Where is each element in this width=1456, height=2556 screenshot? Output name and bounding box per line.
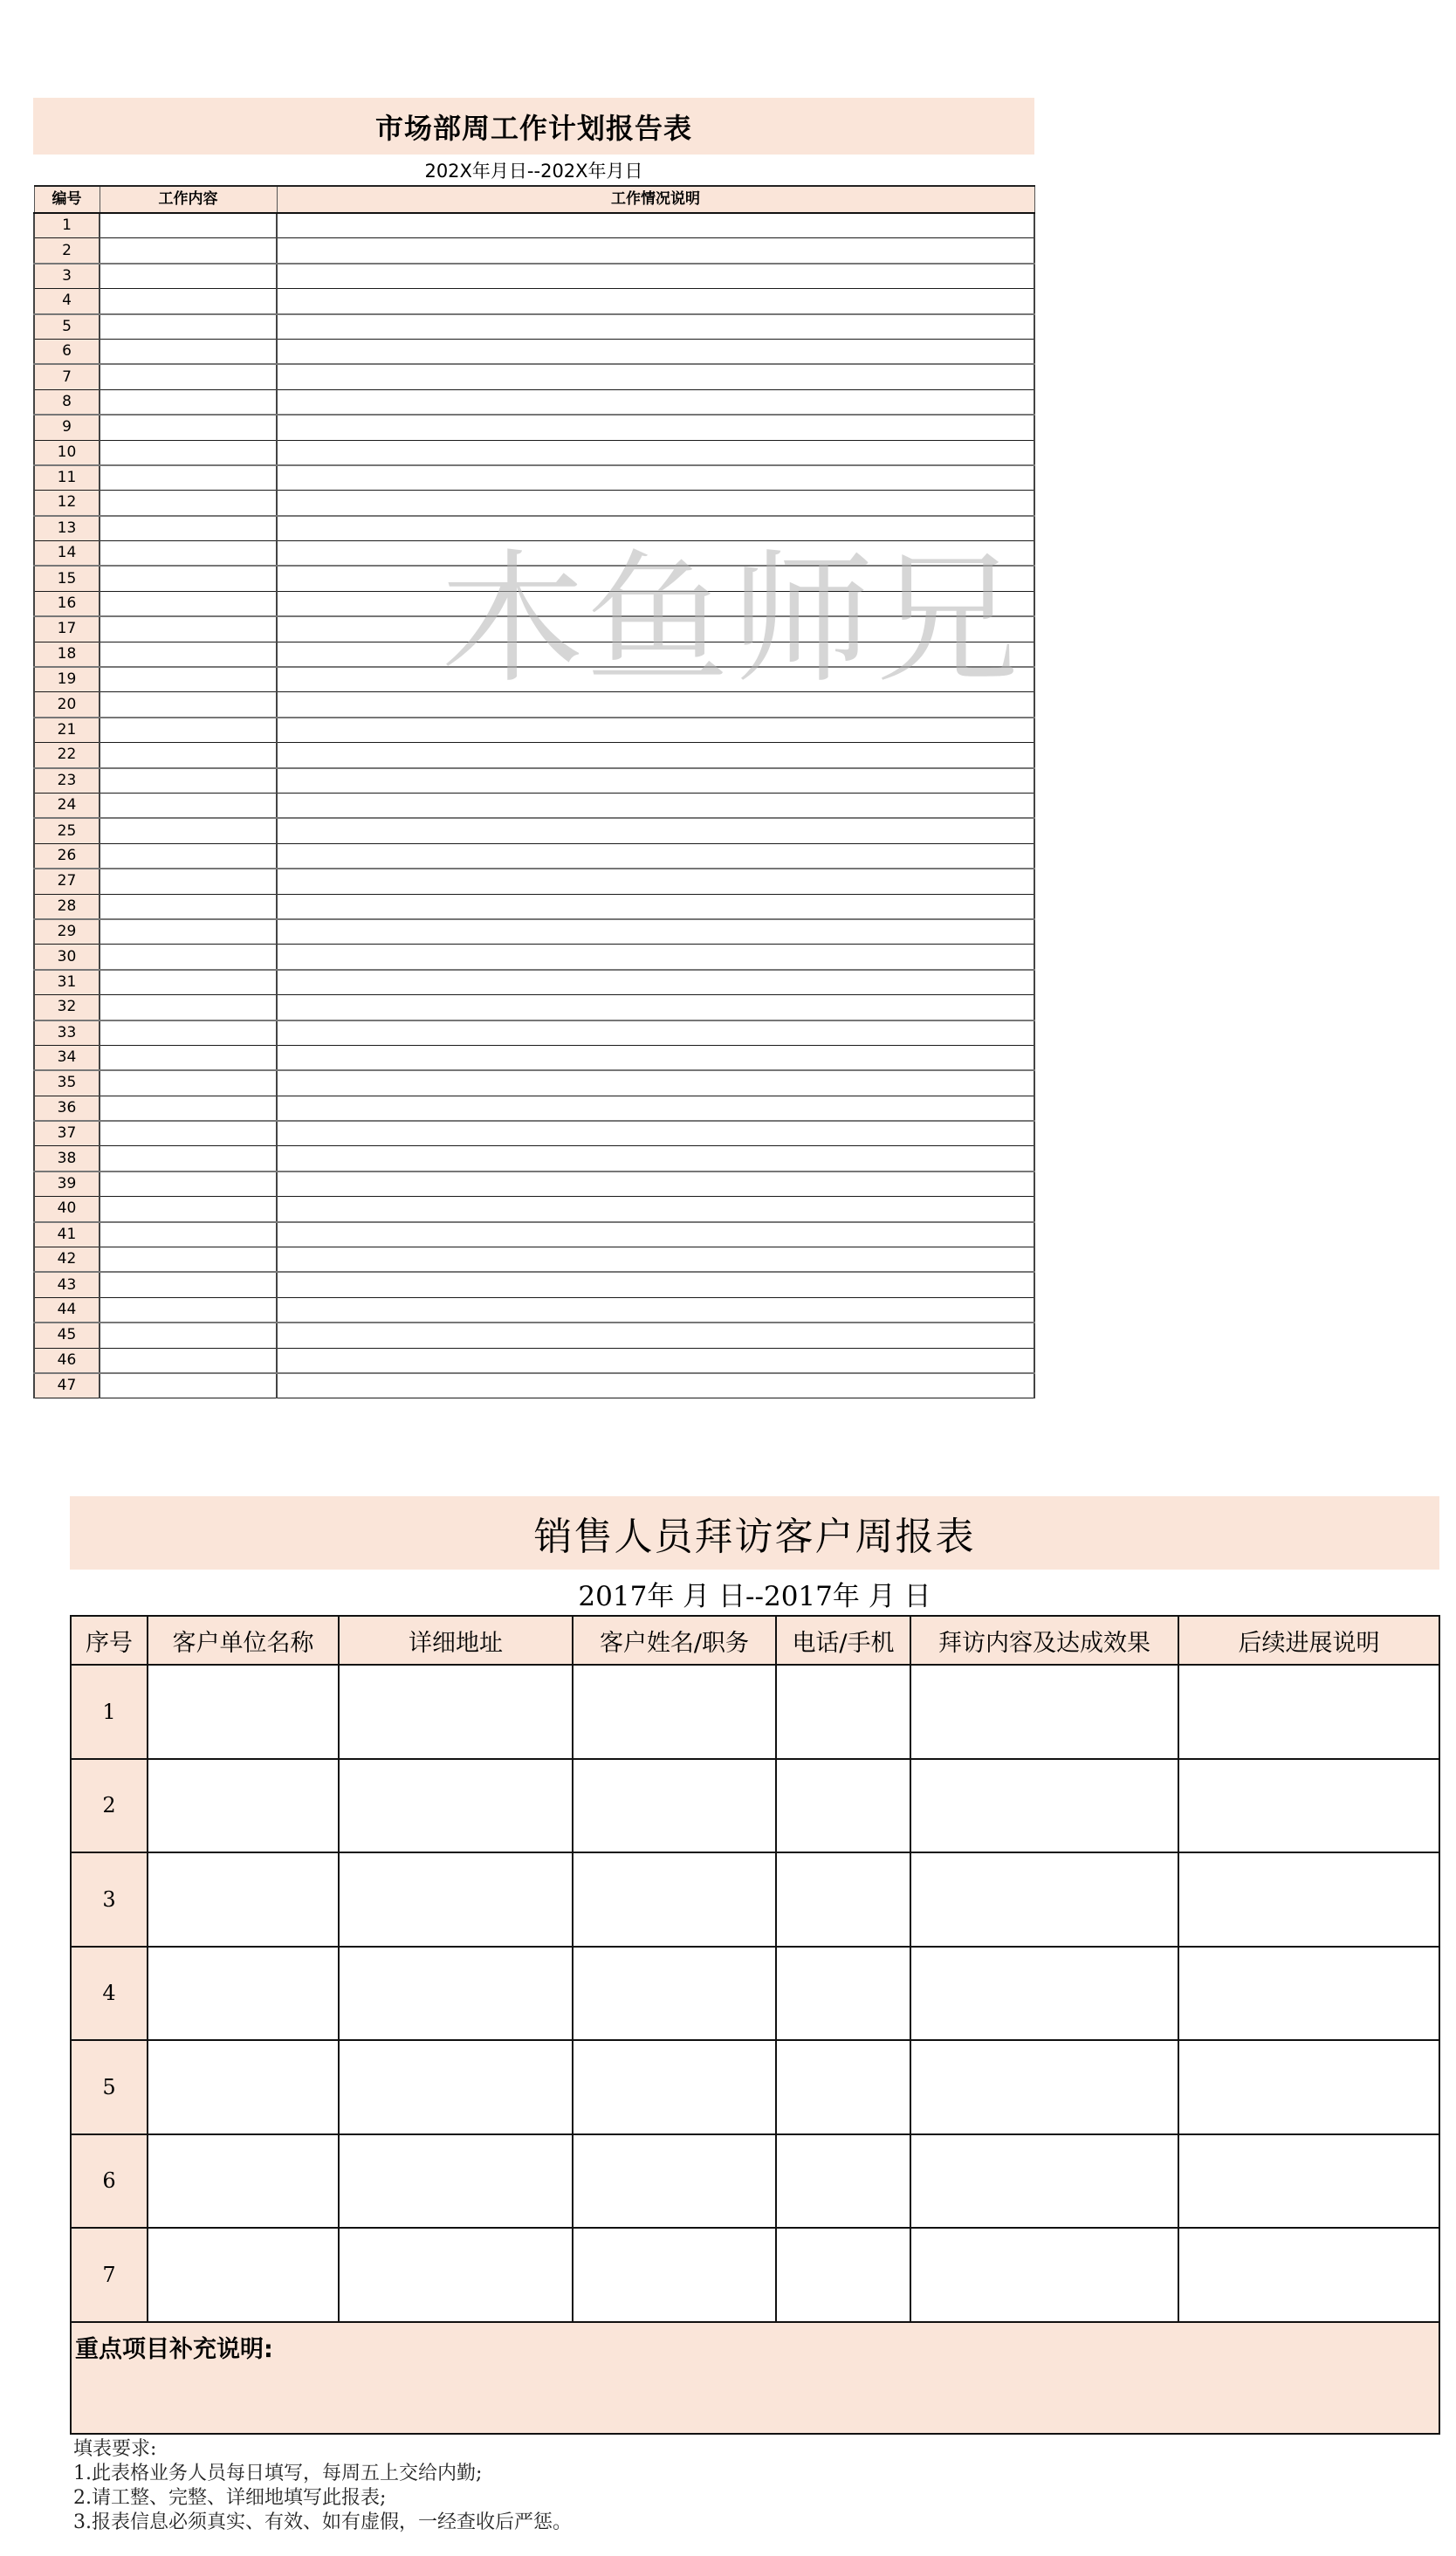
row-number: 8 <box>34 389 100 415</box>
table-row <box>34 364 1034 389</box>
work-content-cell[interactable] <box>100 1247 277 1273</box>
follow-up-cell[interactable] <box>1178 2134 1439 2229</box>
row-number: 46 <box>34 1348 100 1373</box>
address-cell[interactable] <box>339 1759 573 1853</box>
sheet2-title-band <box>70 1496 1439 1570</box>
table-row <box>71 1665 1439 1759</box>
work-description-cell[interactable] <box>277 970 1034 995</box>
work-description-cell[interactable] <box>277 1146 1034 1172</box>
table-row <box>34 238 1034 264</box>
row-number: 30 <box>34 945 100 970</box>
work-description-cell[interactable] <box>277 718 1034 743</box>
work-description-cell[interactable] <box>277 1272 1034 1297</box>
table-row <box>34 389 1034 415</box>
phone-cell[interactable] <box>776 1759 910 1853</box>
row-number: 16 <box>34 591 100 616</box>
table-row <box>34 289 1034 314</box>
work-content-cell[interactable] <box>100 743 277 768</box>
row-number: 38 <box>34 1146 100 1172</box>
work-description-cell[interactable] <box>277 491 1034 516</box>
table-row <box>34 1247 1034 1273</box>
work-description-cell[interactable] <box>277 1070 1034 1096</box>
row-number: 40 <box>34 1197 100 1222</box>
table-row <box>34 718 1034 743</box>
work-content-cell[interactable] <box>100 541 277 567</box>
work-description-cell[interactable] <box>277 945 1034 970</box>
work-content-cell[interactable] <box>100 314 277 340</box>
work-content-cell[interactable] <box>100 667 277 692</box>
work-description-cell[interactable] <box>277 264 1034 289</box>
row-number: 26 <box>34 843 100 869</box>
row-number: 24 <box>34 793 100 818</box>
work-description-cell[interactable] <box>277 743 1034 768</box>
table-row <box>34 339 1034 364</box>
work-description-cell[interactable] <box>277 1247 1034 1273</box>
work-description-cell[interactable] <box>277 818 1034 843</box>
table-row <box>34 1348 1034 1373</box>
row-number: 4 <box>71 1947 148 2041</box>
work-description-cell[interactable] <box>277 1222 1034 1247</box>
row-number: 33 <box>34 1020 100 1046</box>
row-number: 20 <box>34 692 100 718</box>
table-row <box>34 616 1034 642</box>
row-number: 10 <box>34 440 100 465</box>
row-number: 23 <box>34 768 100 794</box>
work-content-cell[interactable] <box>100 465 277 491</box>
row-number: 19 <box>34 667 100 692</box>
row-number: 29 <box>34 919 100 945</box>
client-name-title-cell[interactable] <box>573 2134 776 2229</box>
table-row <box>34 516 1034 541</box>
sheet1-date-range: 202X年月日--202X年月日 <box>424 161 643 182</box>
work-description-cell[interactable] <box>277 1172 1034 1197</box>
table-row <box>34 491 1034 516</box>
row-number: 36 <box>34 1096 100 1121</box>
table-row <box>34 1197 1034 1222</box>
table-row <box>34 743 1034 768</box>
client-company-cell[interactable] <box>148 1665 339 1759</box>
table-row <box>34 591 1034 616</box>
work-description-cell[interactable] <box>277 1323 1034 1348</box>
client-company-cell[interactable] <box>148 2228 339 2322</box>
work-content-cell[interactable] <box>100 440 277 465</box>
work-content-cell[interactable] <box>100 718 277 743</box>
work-description-cell[interactable] <box>277 289 1034 314</box>
supplement-label: 重点项目补充说明: <box>75 2335 273 2363</box>
row-number: 44 <box>34 1297 100 1323</box>
note-item: 2.请工整、完整、详细地填写此报表; <box>73 2487 387 2509</box>
row-number: 5 <box>71 2040 148 2134</box>
work-description-cell[interactable] <box>277 566 1034 591</box>
follow-up-cell[interactable] <box>1178 1665 1439 1759</box>
client-name-title-cell[interactable] <box>573 1665 776 1759</box>
visit-content-cell[interactable] <box>910 1947 1178 2041</box>
row-number: 3 <box>71 1852 148 1947</box>
client-company-cell[interactable] <box>148 1947 339 2041</box>
address-cell[interactable] <box>339 2228 573 2322</box>
table-row <box>34 264 1034 289</box>
work-content-cell[interactable] <box>100 945 277 970</box>
work-description-cell[interactable] <box>277 314 1034 340</box>
client-company-cell[interactable] <box>148 2040 339 2134</box>
sheet2-table <box>70 1615 1440 2435</box>
row-number: 45 <box>34 1323 100 1348</box>
work-content-cell[interactable] <box>100 213 277 238</box>
phone-cell[interactable] <box>776 1852 910 1947</box>
work-content-cell[interactable] <box>100 1222 277 1247</box>
work-content-cell[interactable] <box>100 970 277 995</box>
work-description-cell[interactable] <box>277 1197 1034 1222</box>
table-row <box>34 1222 1034 1247</box>
work-content-cell[interactable] <box>100 1297 277 1323</box>
client-name-title-cell[interactable] <box>573 1947 776 2041</box>
work-content-cell[interactable] <box>100 1197 277 1222</box>
address-cell[interactable] <box>339 1665 573 1759</box>
work-description-cell[interactable] <box>277 238 1034 264</box>
table-row <box>34 667 1034 692</box>
client-name-title-cell[interactable] <box>573 2228 776 2322</box>
work-description-cell[interactable] <box>277 1297 1034 1323</box>
table-row <box>34 1297 1034 1323</box>
column-header-seq: 序号 <box>71 1616 148 1665</box>
row-number: 14 <box>34 541 100 567</box>
table-row <box>34 314 1034 340</box>
table-row <box>71 2228 1439 2322</box>
sheet2-body <box>71 1665 1439 2322</box>
column-header-client-name-title: 客户姓名/职务 <box>573 1616 776 1665</box>
follow-up-cell[interactable] <box>1178 1759 1439 1853</box>
visit-content-cell[interactable] <box>910 2040 1178 2134</box>
sheet1-body <box>34 213 1034 1398</box>
table-row <box>34 1323 1034 1348</box>
work-description-cell[interactable] <box>277 995 1034 1020</box>
row-number: 7 <box>71 2228 148 2322</box>
table-row <box>34 1070 1034 1096</box>
work-description-cell[interactable] <box>277 516 1034 541</box>
row-number: 37 <box>34 1121 100 1146</box>
work-description-cell[interactable] <box>277 919 1034 945</box>
work-description-cell[interactable] <box>277 1020 1034 1046</box>
visit-content-cell[interactable] <box>910 2134 1178 2229</box>
column-header-work-content: 工作内容 <box>100 186 277 213</box>
work-content-cell[interactable] <box>100 1070 277 1096</box>
table-row <box>34 869 1034 894</box>
phone-cell[interactable] <box>776 2228 910 2322</box>
work-description-cell[interactable] <box>277 213 1034 238</box>
table-row <box>34 1373 1034 1398</box>
row-number: 13 <box>34 516 100 541</box>
notes-heading: 填表要求: <box>73 2438 157 2460</box>
table-row <box>34 1146 1034 1172</box>
work-description-cell[interactable] <box>277 465 1034 491</box>
work-content-cell[interactable] <box>100 238 277 264</box>
work-content-cell[interactable] <box>100 264 277 289</box>
work-content-cell[interactable] <box>100 1020 277 1046</box>
column-header-phone: 电话/手机 <box>776 1616 910 1665</box>
column-header-client-company: 客户单位名称 <box>148 1616 339 1665</box>
table-row <box>34 1045 1034 1070</box>
row-number: 5 <box>34 314 100 340</box>
sheet1-header-row <box>34 186 1034 213</box>
row-number: 2 <box>34 238 100 264</box>
follow-up-cell[interactable] <box>1178 1947 1439 2041</box>
table-row <box>34 1096 1034 1121</box>
work-content-cell[interactable] <box>100 1323 277 1348</box>
visit-content-cell[interactable] <box>910 1759 1178 1853</box>
watermark-text: 木鱼师兄 <box>441 536 1021 703</box>
row-number: 31 <box>34 970 100 995</box>
row-number: 2 <box>71 1759 148 1853</box>
column-header-address: 详细地址 <box>339 1616 573 1665</box>
work-content-cell[interactable] <box>100 919 277 945</box>
work-content-cell[interactable] <box>100 1373 277 1398</box>
row-number: 35 <box>34 1070 100 1096</box>
table-row <box>34 440 1034 465</box>
work-content-cell[interactable] <box>100 339 277 364</box>
work-description-cell[interactable] <box>277 768 1034 794</box>
work-content-cell[interactable] <box>100 1121 277 1146</box>
table-row <box>34 1272 1034 1297</box>
work-description-cell[interactable] <box>277 667 1034 692</box>
work-description-cell[interactable] <box>277 894 1034 919</box>
sheet2-header-row <box>71 1616 1439 1665</box>
client-name-title-cell[interactable] <box>573 1852 776 1947</box>
work-content-cell[interactable] <box>100 415 277 440</box>
table-row <box>34 894 1034 919</box>
work-description-cell[interactable] <box>277 364 1034 389</box>
client-company-cell[interactable] <box>148 1852 339 1947</box>
work-description-cell[interactable] <box>277 1348 1034 1373</box>
work-content-cell[interactable] <box>100 1272 277 1297</box>
work-description-cell[interactable] <box>277 869 1034 894</box>
table-row <box>34 843 1034 869</box>
row-number: 25 <box>34 818 100 843</box>
row-number: 15 <box>34 566 100 591</box>
work-content-cell[interactable] <box>100 843 277 869</box>
work-content-cell[interactable] <box>100 768 277 794</box>
work-description-cell[interactable] <box>277 1096 1034 1121</box>
row-number: 9 <box>34 415 100 440</box>
row-number: 28 <box>34 894 100 919</box>
fill-requirements <box>73 2437 1121 2535</box>
work-content-cell[interactable] <box>100 1146 277 1172</box>
work-description-cell[interactable] <box>277 389 1034 415</box>
work-content-cell[interactable] <box>100 289 277 314</box>
row-number: 18 <box>34 642 100 667</box>
row-number: 34 <box>34 1045 100 1070</box>
column-header-number: 编号 <box>34 186 100 213</box>
table-row <box>34 213 1034 238</box>
address-cell[interactable] <box>339 1947 573 2041</box>
phone-cell[interactable] <box>776 1665 910 1759</box>
row-number: 7 <box>34 364 100 389</box>
sheet2-title: 销售人员拜访客户周报表 <box>533 1515 976 1559</box>
sheet2-date-range: 2017年 月 日--2017年 月 日 <box>578 1580 931 1612</box>
work-content-cell[interactable] <box>100 1045 277 1070</box>
table-row <box>34 1020 1034 1046</box>
phone-cell[interactable] <box>776 1947 910 2041</box>
row-number: 21 <box>34 718 100 743</box>
follow-up-cell[interactable] <box>1178 1852 1439 1947</box>
table-row <box>34 768 1034 794</box>
row-number: 6 <box>71 2134 148 2229</box>
work-content-cell[interactable] <box>100 692 277 718</box>
client-company-cell[interactable] <box>148 1759 339 1853</box>
table-row <box>34 541 1034 567</box>
sheet1-title: 市场部周工作计划报告表 <box>374 111 692 145</box>
work-content-cell[interactable] <box>100 1172 277 1197</box>
work-description-cell[interactable] <box>277 591 1034 616</box>
address-cell[interactable] <box>339 2134 573 2229</box>
table-row <box>34 818 1034 843</box>
sheet1-table <box>33 185 1035 1398</box>
table-row <box>34 919 1034 945</box>
row-number: 32 <box>34 995 100 1020</box>
phone-cell[interactable] <box>776 2040 910 2134</box>
work-description-cell[interactable] <box>277 793 1034 818</box>
address-cell[interactable] <box>339 1852 573 1947</box>
visit-content-cell[interactable] <box>910 2228 1178 2322</box>
note-item: 1.此表格业务人员每日填写，每周五上交给内勤; <box>73 2463 483 2484</box>
table-row <box>34 793 1034 818</box>
note-item: 3.报表信息必须真实、有效、如有虚假，一经查收后严惩。 <box>73 2511 572 2533</box>
row-number: 17 <box>34 616 100 642</box>
column-header-follow-up: 后续进展说明 <box>1178 1616 1439 1665</box>
table-row <box>34 465 1034 491</box>
work-description-cell[interactable] <box>277 1121 1034 1146</box>
follow-up-cell[interactable] <box>1178 2228 1439 2322</box>
row-number: 41 <box>34 1222 100 1247</box>
row-number: 1 <box>71 1665 148 1759</box>
work-content-cell[interactable] <box>100 793 277 818</box>
work-content-cell[interactable] <box>100 1096 277 1121</box>
table-row <box>71 2134 1439 2229</box>
table-row <box>34 566 1034 591</box>
visit-content-cell[interactable] <box>910 1665 1178 1759</box>
work-content-cell[interactable] <box>100 591 277 616</box>
row-number: 27 <box>34 869 100 894</box>
visit-content-cell[interactable] <box>910 1852 1178 1947</box>
client-name-title-cell[interactable] <box>573 2040 776 2134</box>
work-content-cell[interactable] <box>100 516 277 541</box>
table-row <box>34 692 1034 718</box>
work-description-cell[interactable] <box>277 843 1034 869</box>
row-number: 39 <box>34 1172 100 1197</box>
phone-cell[interactable] <box>776 2134 910 2229</box>
work-content-cell[interactable] <box>100 818 277 843</box>
work-content-cell[interactable] <box>100 491 277 516</box>
supplement-row <box>71 2322 1439 2434</box>
work-content-cell[interactable] <box>100 894 277 919</box>
row-number: 43 <box>34 1272 100 1297</box>
row-number: 42 <box>34 1247 100 1273</box>
row-number: 6 <box>34 339 100 364</box>
table-row <box>71 1759 1439 1853</box>
table-row <box>71 1852 1439 1947</box>
work-description-cell[interactable] <box>277 1045 1034 1070</box>
row-number: 22 <box>34 743 100 768</box>
work-content-cell[interactable] <box>100 869 277 894</box>
work-content-cell[interactable] <box>100 566 277 591</box>
sheet1-title-band <box>33 98 1034 155</box>
work-description-cell[interactable] <box>277 616 1034 642</box>
work-description-cell[interactable] <box>277 642 1034 667</box>
address-cell[interactable] <box>339 2040 573 2134</box>
work-description-cell[interactable] <box>277 415 1034 440</box>
column-header-visit-content: 拜访内容及达成效果 <box>910 1616 1178 1665</box>
work-description-cell[interactable] <box>277 541 1034 567</box>
work-content-cell[interactable] <box>100 642 277 667</box>
table-row <box>34 1172 1034 1197</box>
work-content-cell[interactable] <box>100 995 277 1020</box>
work-content-cell[interactable] <box>100 389 277 415</box>
supplement-cell[interactable] <box>71 2322 1439 2434</box>
work-content-cell[interactable] <box>100 616 277 642</box>
table-row <box>34 970 1034 995</box>
table-row <box>34 945 1034 970</box>
table-row <box>34 415 1034 440</box>
table-row <box>71 1947 1439 2041</box>
row-number: 4 <box>34 289 100 314</box>
table-row <box>34 1121 1034 1146</box>
row-number: 11 <box>34 465 100 491</box>
work-description-cell[interactable] <box>277 692 1034 718</box>
column-header-work-description: 工作情况说明 <box>277 186 1034 213</box>
follow-up-cell[interactable] <box>1178 2040 1439 2134</box>
client-name-title-cell[interactable] <box>573 1759 776 1853</box>
client-company-cell[interactable] <box>148 2134 339 2229</box>
row-number: 12 <box>34 491 100 516</box>
table-row <box>34 642 1034 667</box>
work-description-cell[interactable] <box>277 440 1034 465</box>
row-number: 47 <box>34 1373 100 1398</box>
work-content-cell[interactable] <box>100 364 277 389</box>
table-row <box>71 2040 1439 2134</box>
row-number: 1 <box>34 213 100 238</box>
table-row <box>34 995 1034 1020</box>
work-description-cell[interactable] <box>277 339 1034 364</box>
work-content-cell[interactable] <box>100 1348 277 1373</box>
row-number: 3 <box>34 264 100 289</box>
work-description-cell[interactable] <box>277 1373 1034 1398</box>
